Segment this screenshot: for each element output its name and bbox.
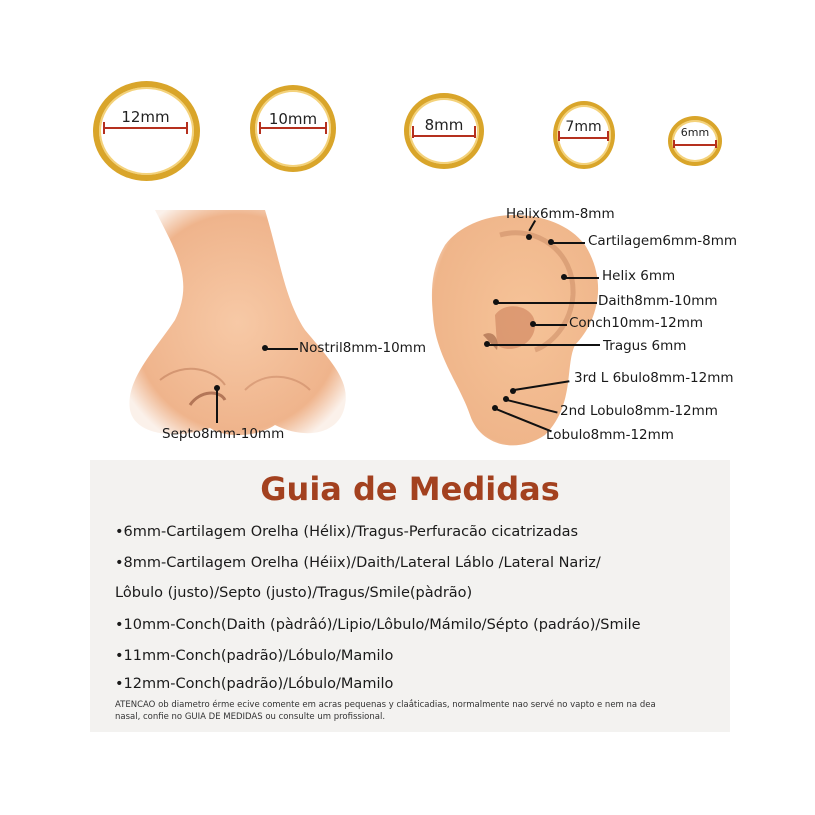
ring-8mm-label: 8mm	[424, 116, 464, 134]
ring-6mm	[668, 116, 722, 166]
tragus-line	[488, 344, 600, 346]
ring-6mm-label: 6mm	[680, 126, 710, 139]
ring-12mm-bar	[103, 127, 188, 129]
ear-label-helix-top: Helix6mm-8mm	[506, 206, 615, 222]
guide-line-12mm: •12mm-Conch(padrão)/Lóbulo/Mamilo	[115, 676, 394, 692]
guide-line-8mm-cont: Lôbulo (justo)/Septo (justo)/Tragus/Smile(pàdrão)	[115, 585, 473, 601]
guide-line-8mm: •8mm-Cartilagem Orelha (Héiix)/Daith/Lateral Láblo /Lateral Nariz/	[115, 555, 601, 571]
ring-7mm-label: 7mm	[565, 119, 602, 135]
ear-label-lobulo: Lobulo8mm-12mm	[546, 427, 674, 443]
ring-10mm-label: 10mm	[268, 110, 318, 128]
guide-line-11mm: •11mm-Conch(padrão)/Lóbulo/Mamilo	[115, 648, 394, 664]
ear-label-helix: Helix 6mm	[602, 268, 676, 284]
cartilagem-line	[552, 242, 585, 244]
ring-7mm-bar	[558, 137, 609, 139]
daith-line	[497, 302, 597, 304]
ring-6mm-bar	[673, 144, 717, 146]
nostril-line	[266, 348, 298, 350]
ring-12mm-label: 12mm	[121, 108, 170, 126]
ring-8mm-bar	[412, 135, 476, 137]
ring-7mm	[553, 101, 615, 169]
ear-label-lobulo-2nd: 2nd Lobulo8mm-12mm	[560, 403, 718, 419]
nostril-label: Nostril8mm-10mm	[299, 340, 426, 356]
size-guide-panel	[90, 460, 730, 732]
ear-label-daith: Daith8mm-10mm	[598, 293, 718, 309]
septo-label: Septo8mm-10mm	[162, 426, 285, 442]
conch-line	[534, 324, 567, 326]
guide-line-6mm: •6mm-Cartilagem Orelha (Hélix)/Tragus-Perfuracão cicatrizadas	[115, 524, 579, 540]
helix-top-dot	[526, 234, 532, 240]
ear-label-lobulo-3rd: 3rd L 6bulo8mm-12mm	[574, 370, 734, 386]
guide-line-10mm: •10mm-Conch(Daith (pàdrâó)/Lipio/Lôbulo/Mámilo/Sépto (padráo)/Smile	[115, 617, 641, 633]
septo-line	[216, 389, 218, 423]
helix-line	[565, 277, 599, 279]
ear-label-conch: Conch10mm-12mm	[569, 315, 704, 331]
ring-12mm	[93, 81, 200, 181]
ear-label-cartilagem: Cartilagem6mm-8mm	[588, 233, 737, 249]
guide-title: Guia de Medidas	[260, 470, 560, 508]
guide-note: ATENCAO ob diametro érme ecive comente em acras pequenas y claắticadias, normalmente nao servé no vapto e nem na dea nasal, confie no GUIA DE MEDIDAS ou consulte um profissional.	[115, 700, 656, 722]
ear-label-tragus: Tragus 6mm	[603, 338, 687, 354]
